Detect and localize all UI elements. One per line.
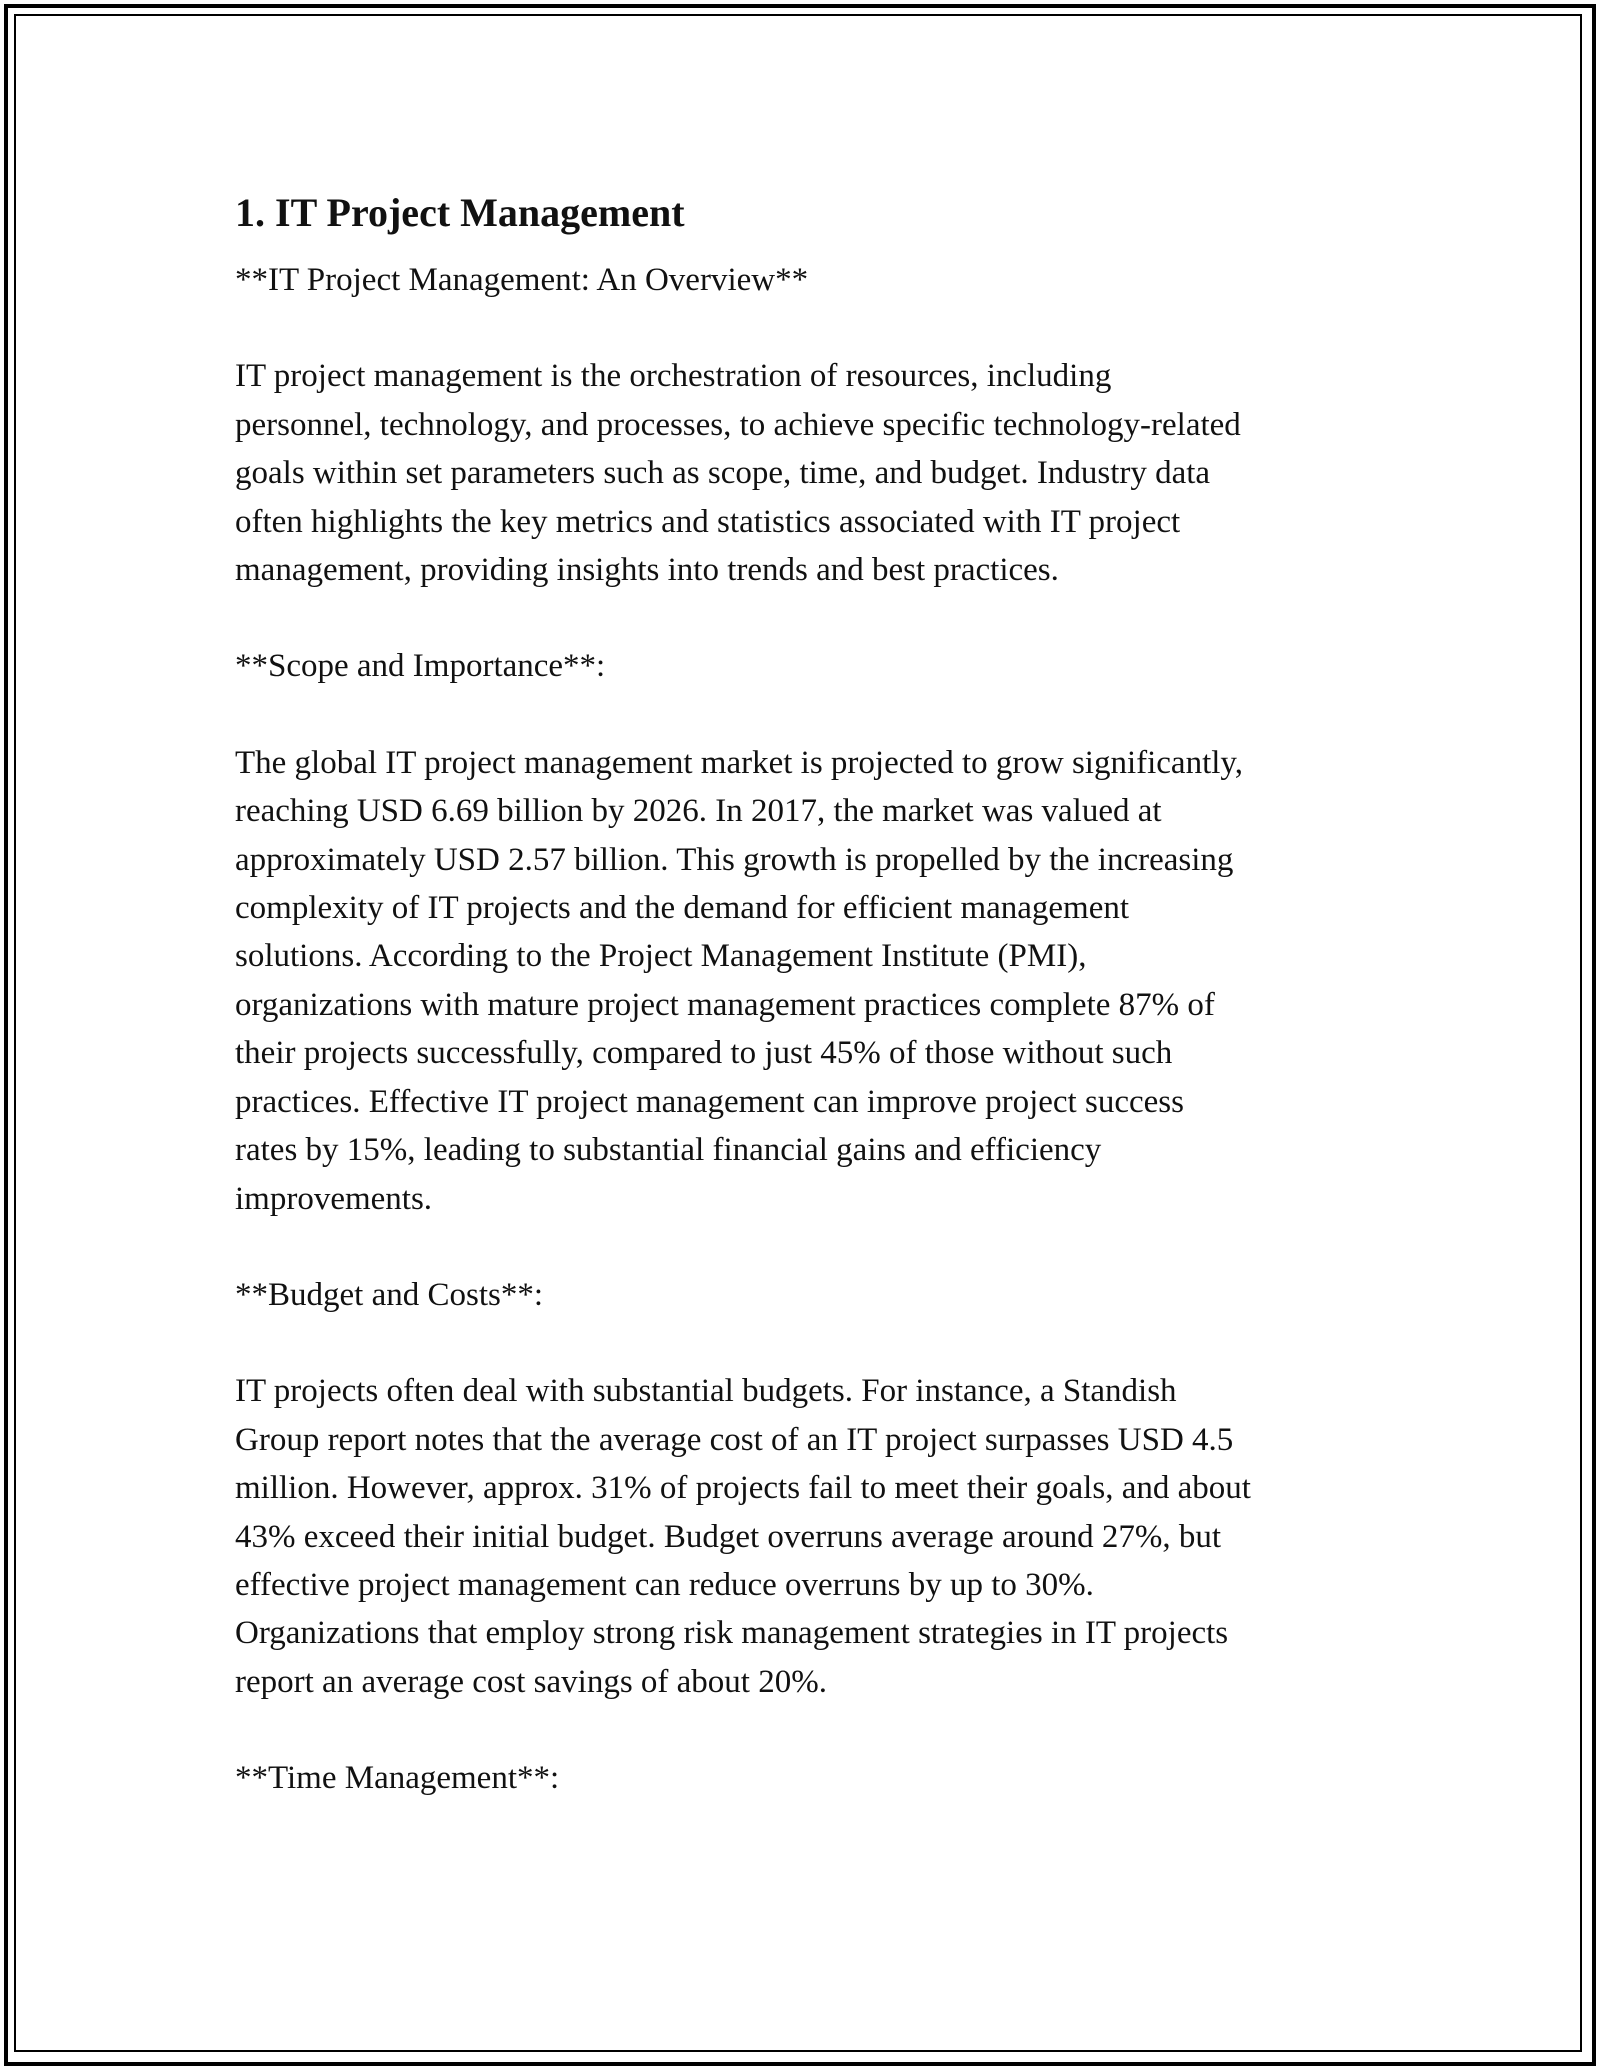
scope-subheading: **Scope and Importance**:	[235, 648, 606, 685]
scope-paragraph: The global IT project management market is projected to grow significantly, reaching USD 6.69 billion by 2026. In 2017, the market was valued at approximately USD 2.57 billion. This growth is propelled by the increasing complexity of IT projects and the demand for efficient management solutions. According to the Project Management Institute (PMI), organizations with mature project management practices complete 87% of their projects successfully, compared to just 45% of those without such practices. Effective IT project management can improve project success rates by 15%, leading to substantial financial gains and efficiency improvements.	[235, 744, 1244, 1217]
section-heading: 1. IT Project Management	[235, 190, 685, 235]
time-subheading: **Time Management**:	[235, 1760, 560, 1797]
overview-paragraph: IT project management is the orchestration of resources, including personnel, technology, and processes, to achieve specific technology-related goals within set parameters such as scope, time, and budget. Industry data often highlights the key metrics and statistics associated with IT project management, providing insights into trends and best practices.	[235, 358, 1241, 589]
budget-subheading: **Budget and Costs**:	[235, 1276, 544, 1313]
document-body	[235, 186, 1385, 1851]
overview-subheading: **IT Project Management: An Overview**	[235, 262, 809, 298]
budget-paragraph: IT projects often deal with substantial budgets. For instance, a Standish Group report notes that the average cost of an IT project surpasses USD 4.5 million. However, approx. 31% of projects fail to meet their goals, and about 43% exceed their initial budget. Budget overruns average around 27%, but effective project management can reduce overruns by up to 30%. Organizations that employ strong risk management strategies in IT projects report an average cost savings of about 20%.	[235, 1373, 1251, 1700]
